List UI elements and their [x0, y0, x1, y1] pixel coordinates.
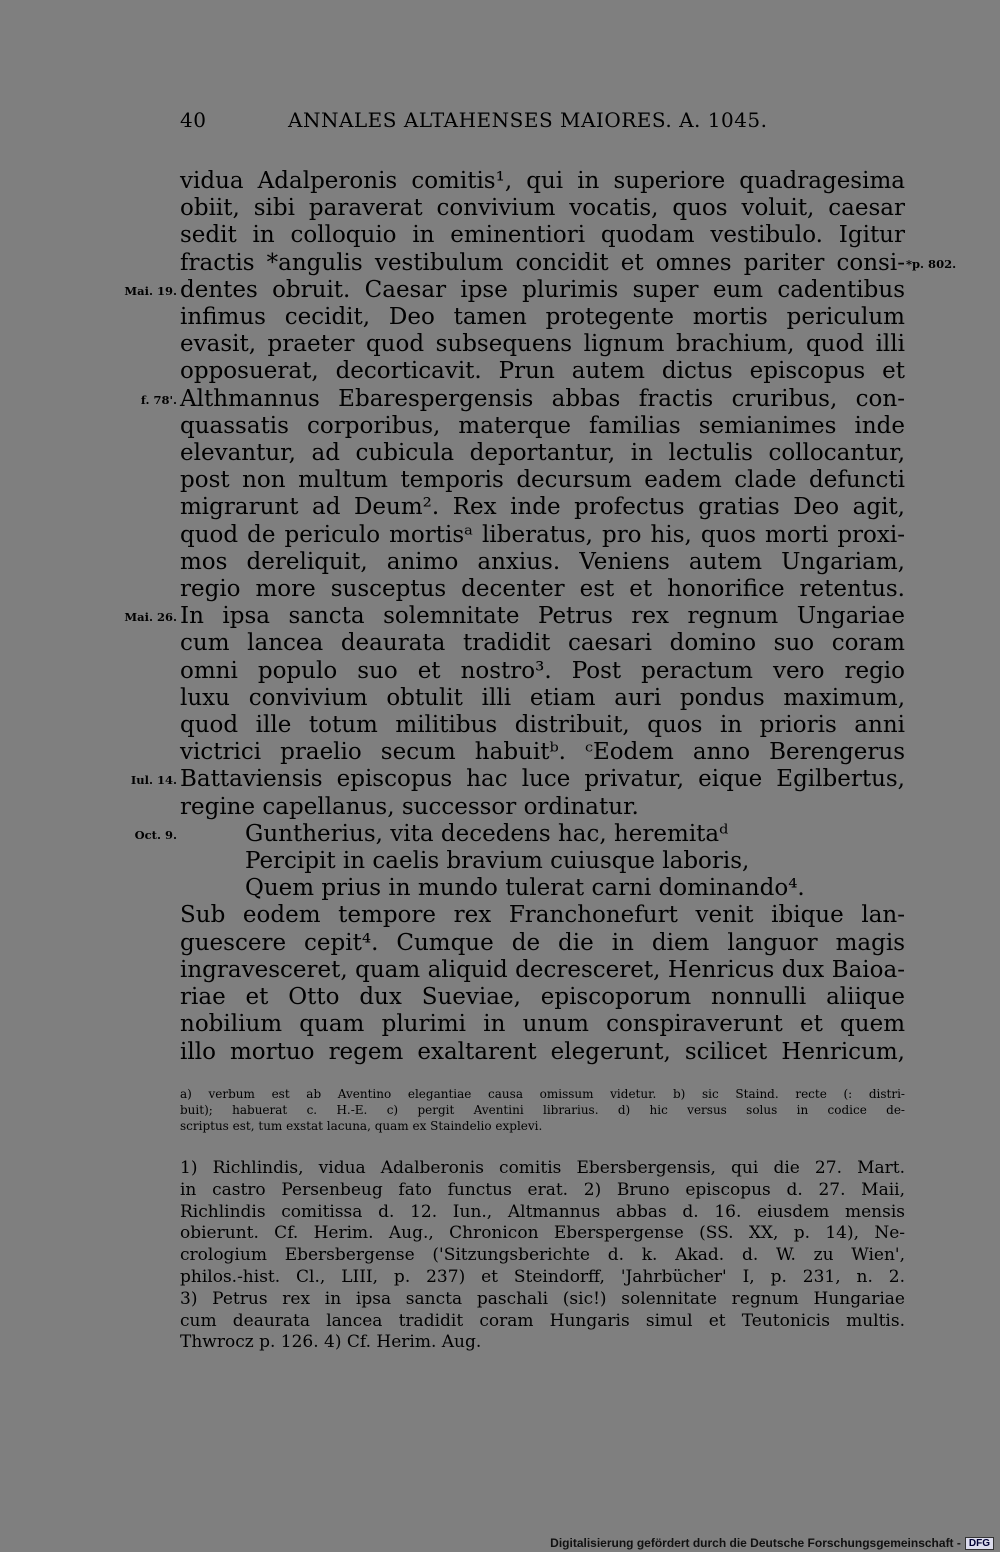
- note-line: Thwrocz p. 126. 4) Cf. Herim. Aug.: [180, 1332, 482, 1353]
- dfg-credit-text: Digitalisierung gefördert durch die Deutsche Forschungsgemeinschaft -: [550, 1536, 961, 1550]
- note-line: 1) Richlindis, vidua Adalberonis comitis Ebersbergensis, qui die 27. Mart.: [180, 1158, 905, 1178]
- text-line: Althmannus Ebarespergensis abbas fractis cruribus, con-: [180, 385, 905, 412]
- verse-line: Percipit in caelis bravium cuiusque laboris,: [245, 848, 750, 875]
- text-line: evasit, praeter quod subsequens lignum brachium, quod illi: [180, 331, 905, 358]
- verse-line: Quem prius in mundo tulerat carni dominando⁴.: [245, 875, 805, 902]
- text-line: In ipsa sancta solemnitate Petrus rex regnum Ungariae: [180, 603, 905, 630]
- apparatus-line: scriptus est, tum exstat lacuna, quam ex Staindelio explevi.: [180, 1119, 543, 1133]
- note-line: cum deaurata lancea tradidit coram Hungaris simul et Teutonicis multis.: [180, 1310, 905, 1331]
- text-line: dentes obruit. Caesar ipse plurimis super eum cadentibus: [180, 276, 905, 303]
- critical-apparatus: [180, 1086, 905, 1134]
- margin-note-date: Mai. 19.: [124, 284, 177, 298]
- apparatus-line: buit); habuerat c. H.-E. c) pergit Aventini librarius. d) hic versus solus in codice de-: [180, 1103, 905, 1117]
- text-line: fractis *angulis vestibulum concidit et omnes pariter consi-: [180, 249, 905, 276]
- note-line: in castro Persenbeug fato functus erat. 2) Bruno episcopus d. 27. Maii,: [180, 1179, 905, 1200]
- text-line: migrarunt ad Deum². Rex inde profectus gratias Deo agit,: [180, 494, 905, 521]
- text-line: post non multum temporis decursum eadem clade defuncti: [180, 467, 905, 494]
- dfg-logo-icon: DFG: [965, 1537, 994, 1550]
- text-line: riae et Otto dux Sueviae, episcoporum nonnulli aliique: [180, 984, 905, 1011]
- margin-note-page-ref: *p. 802.: [906, 257, 957, 271]
- margin-note-date: Mai. 26.: [124, 610, 177, 624]
- text-line: mos dereliquit, animo anxius. Veniens autem Ungariam,: [180, 548, 905, 575]
- text-line: elevantur, ad cubicula deportantur, in lectulis collocantur,: [180, 440, 905, 467]
- explanatory-notes: [180, 1158, 905, 1354]
- note-line: Richlindis comitissa d. 12. Iun., Altmannus abbas d. 16. eiusdem mensis: [180, 1201, 905, 1222]
- text-line: victrici praelio secum habuitᵇ. ᶜEodem anno Berengerus: [180, 739, 905, 766]
- text-line: vidua Adalperonis comitis¹, qui in superiore quadragesima: [180, 168, 905, 194]
- text-line: ingravesceret, quam aliquid decresceret, Henricus dux Baioa-: [180, 956, 905, 983]
- text-line: omni populo suo et nostro³. Post peractum vero regio: [180, 657, 905, 684]
- text-line: Battaviensis episcopus hac luce privatur, eique Egilbertus,: [180, 766, 905, 793]
- dfg-credit: [550, 1536, 994, 1550]
- text-line: guescere cepit⁴. Cumque de die in diem languor magis: [180, 929, 905, 956]
- text-line: quod de periculo mortisᵃ liberatus, pro his, quos morti proxi-: [180, 521, 905, 548]
- note-line: obierunt. Cf. Herim. Aug., Chronicon Eberspergense (SS. XX, p. 14), Ne-: [180, 1223, 905, 1244]
- page-number: 40: [180, 108, 207, 132]
- text-line: obiit, sibi paraverat convivium vocatis, quos voluit, caesar: [180, 195, 905, 222]
- text-line: quod ille totum militibus distribuit, quos in prioris anni: [180, 712, 905, 739]
- text-line: infimus cecidit, Deo tamen protegente mortis periculum: [180, 304, 905, 331]
- text-line: nobilium quam plurimi in unum conspiraverunt et quem: [180, 1011, 905, 1038]
- note-line: 3) Petrus rex in ipsa sancta paschali (sic!) solennitate regnum Hungariae: [180, 1288, 905, 1309]
- text-line: regine capellanus, successor ordinatur.: [180, 793, 639, 820]
- margin-note-folio: f. 78'.: [140, 393, 177, 407]
- text-line: luxu convivium obtulit illi etiam auri pondus maximum,: [180, 684, 905, 711]
- note-line: crologium Ebersbergense ('Sitzungsberichte d. k. Akad. d. W. zu Wien',: [180, 1245, 905, 1266]
- text-line: Sub eodem tempore rex Franchonefurt venit ibique lan-: [180, 902, 905, 929]
- text-line: cum lancea deaurata tradidit caesari domino suo coram: [180, 630, 905, 657]
- text-line: opposuerat, decorticavit. Prun autem dictus episcopus et: [180, 358, 905, 385]
- note-line: philos.-hist. Cl., LIII, p. 237) et Steindorff, 'Jahrbücher' I, p. 231, n. 2.: [180, 1266, 905, 1287]
- text-line: sedit in colloquio in eminentiori quodam vestibulo. Igitur: [180, 222, 905, 249]
- text-line: illo mortuo regem exaltarent elegerunt, scilicet Henricum,: [180, 1038, 905, 1065]
- main-text: [180, 168, 905, 1066]
- running-title: ANNALES ALTAHENSES MAIORES. A. 1045.: [288, 108, 768, 132]
- verse-line: Guntherius, vita decedens hac, heremitaᵈ: [245, 820, 729, 847]
- text-line: regio more susceptus decenter est et honorifice retentus.: [180, 576, 905, 603]
- apparatus-line: a) verbum est ab Aventino elegantiae causa omissum videtur. b) sic Staind. recte (: distri-: [180, 1087, 905, 1101]
- margin-note-date: Oct. 9.: [134, 828, 177, 842]
- margin-note-date: Iul. 14.: [130, 773, 177, 787]
- text-line: quassatis corporibus, materque familias semianimes inde: [180, 412, 905, 439]
